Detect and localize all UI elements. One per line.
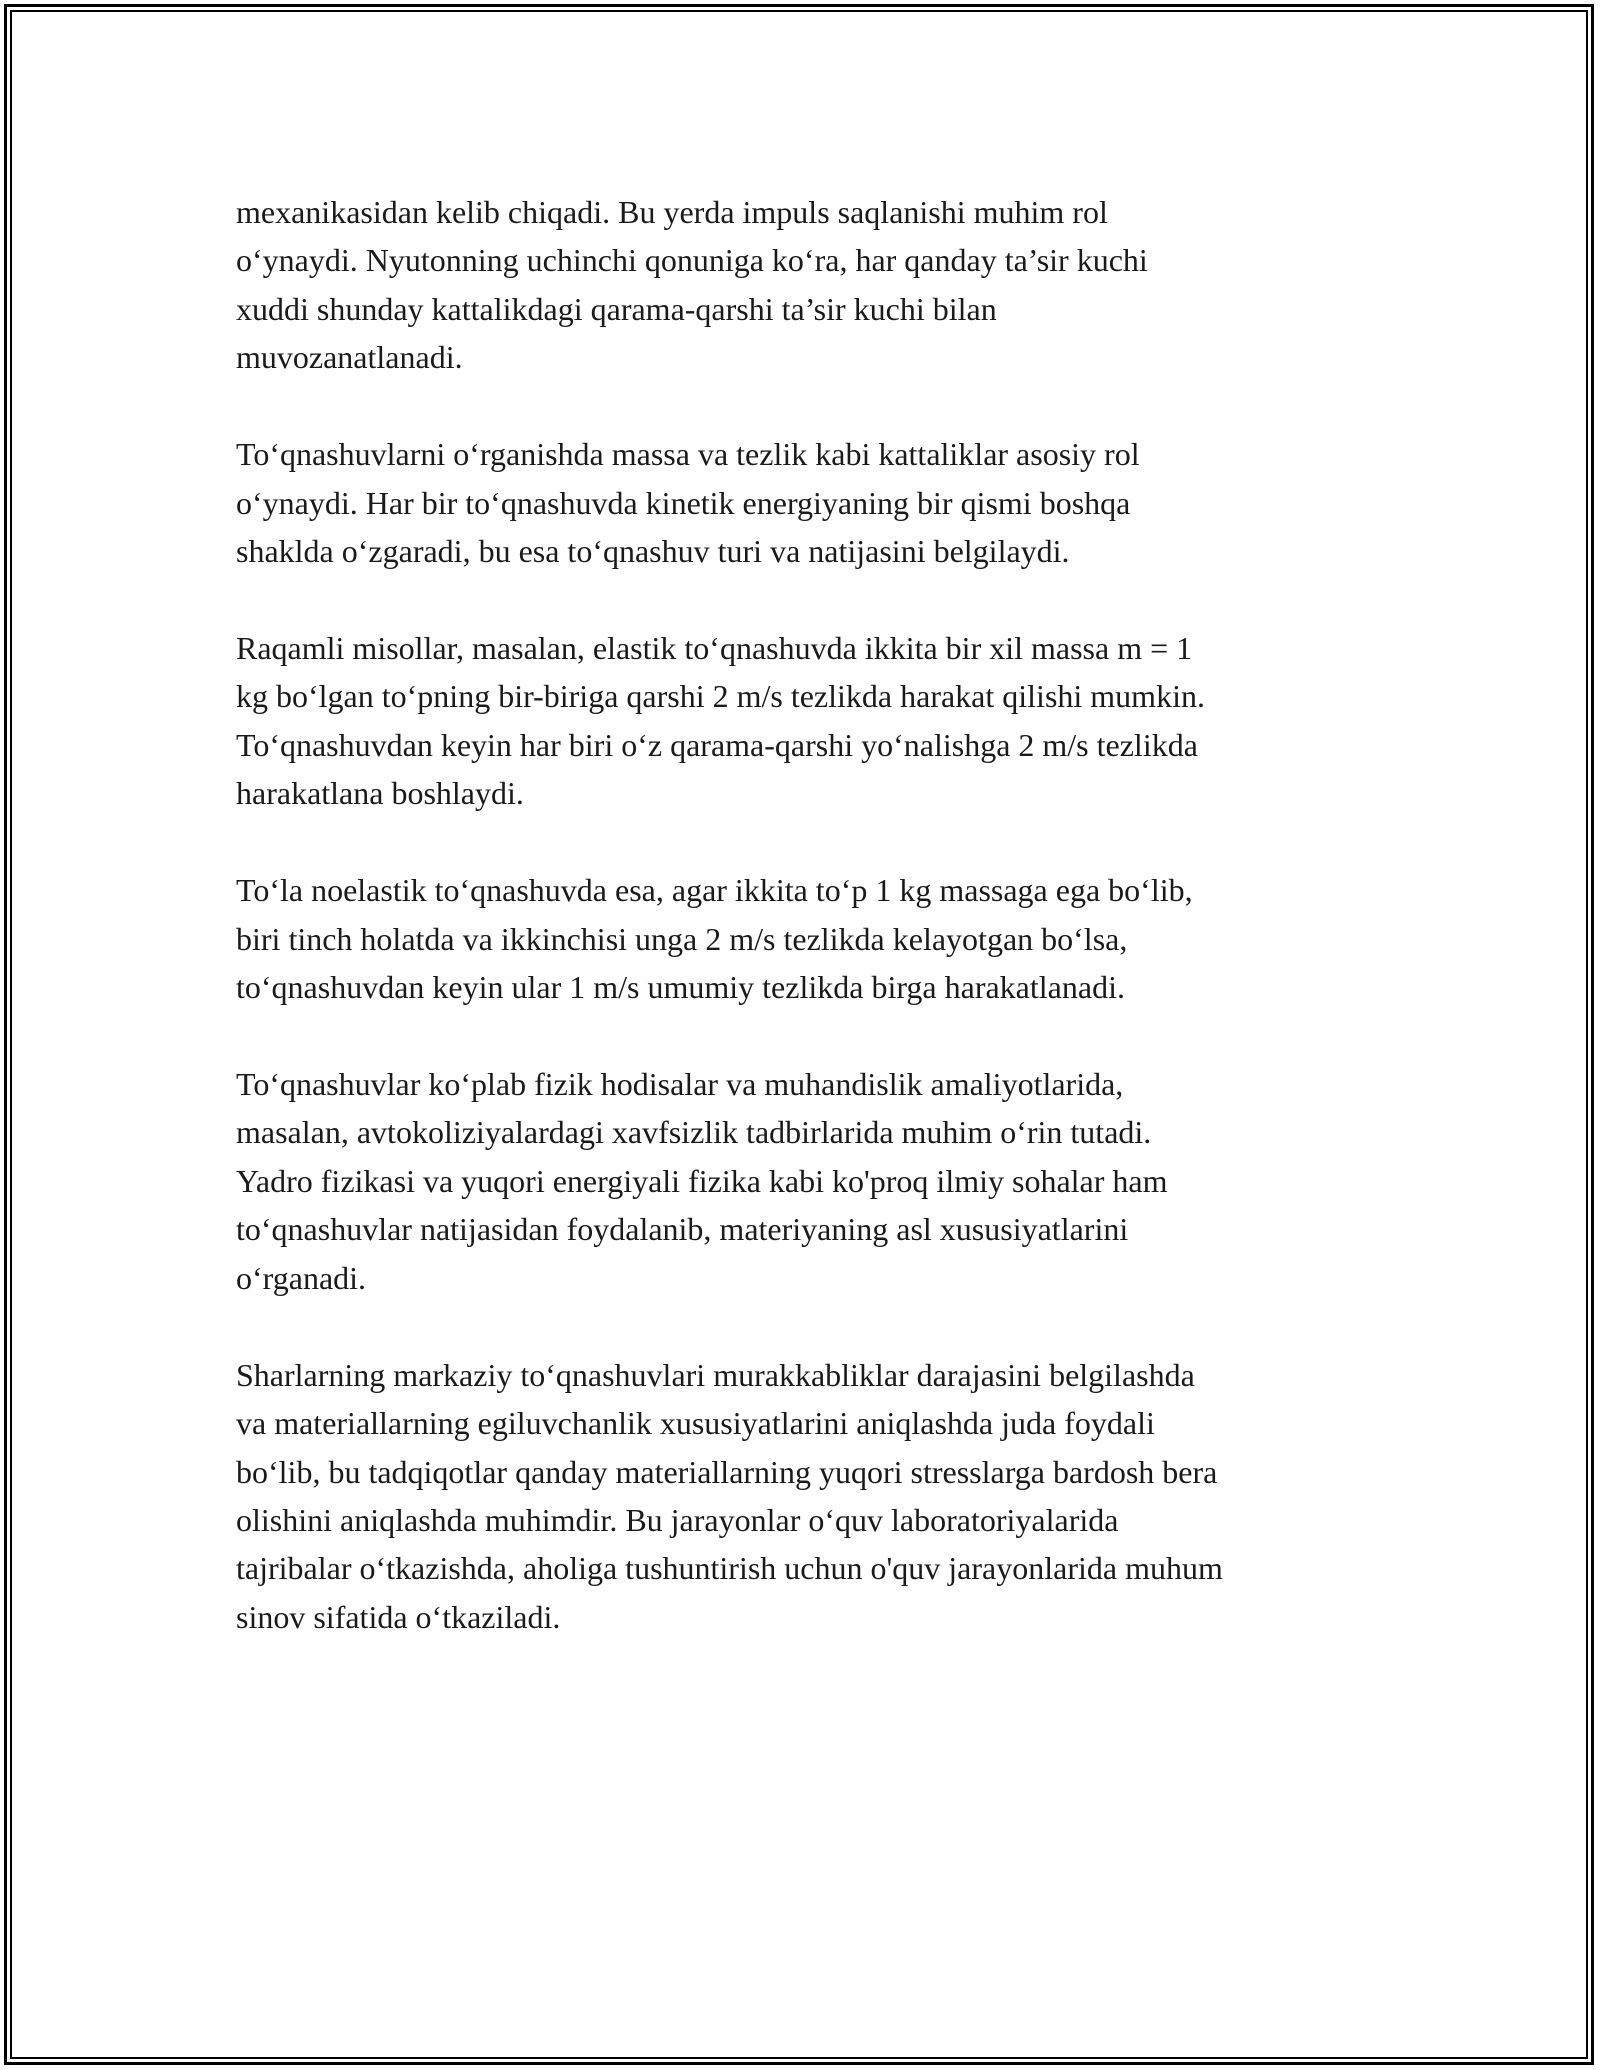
paragraph-2: To‘qnashuvlarni o‘rganishda massa va tezlik kabi kattaliklar asosiy rol o‘ynaydi. Har bir to‘qnashuvda kinetik energiyaning bir qismi boshqa shaklda o‘zgaradi, bu esa to‘qnashuv turi va natijasini belgilaydi. xyxy=(236,436,1140,570)
paragraph-5: To‘qnashuvlar ko‘plab fizik hodisalar va muhandislik amaliyotlarida, masalan, avtokoliziyalardagi xavfsizlik tadbirlarida muhim o‘rin tutadi. Yadro fizikasi va yuqori energiyali fizika kabi ko'proq ilmiy sohalar ham to‘qnashuvlar natijasidan foydalanib, materiyaning asl xususiyatlarini o‘rganadi. xyxy=(236,1066,1168,1296)
paragraph-1: mexanikasidan kelib chiqadi. Bu yerda impuls saqlanishi muhim rol o‘ynaydi. Nyutonning uchinchi qonuniga ko‘ra, har qanday ta’sir kuchi xuddi shunday kattalikdagi qarama-qarshi ta’sir kuchi bilan muvozanatlanadi. xyxy=(236,194,1148,376)
paragraph-4: To‘la noelastik to‘qnashuvda esa, agar ikkita to‘p 1 kg massaga ega bo‘lib, biri tinch holatda va ikkinchisi unga 2 m/s tezlikda kelayotgan bo‘lsa, to‘qnashuvdan keyin ular 1 m/s umumiy tezlikda birga harakatlanadi. xyxy=(236,872,1193,1006)
paragraph-3: Raqamli misollar, masalan, elastik to‘qnashuvda ikkita bir xil massa m = 1 kg bo‘lgan to‘pning bir-biriga qarshi 2 m/s tezlikda harakat qilishi mumkin. To‘qnashuvdan keyin har biri o‘z qarama-qarshi yo‘nalishga 2 m/s tezlikda harakatlana boshlaydi. xyxy=(236,630,1205,812)
document-body xyxy=(236,188,1376,1690)
paragraph-6: Sharlarning markaziy to‘qnashuvlari murakkabliklar darajasini belgilashda va materiallarning egiluvchanlik xususiyatlarini aniqlashda juda foydali bo‘lib, bu tadqiqotlar qanday materiallarning yuqori stresslarga bardosh bera olishini aniqlashda muhimdir. Bu jarayonlar o‘quv laboratoriyalarida tajribalar o‘tkazishda, aholiga tushuntirish uchun o'quv jarayonlarida muhum sinov sifatida o‘tkaziladi. xyxy=(236,1356,1223,1635)
